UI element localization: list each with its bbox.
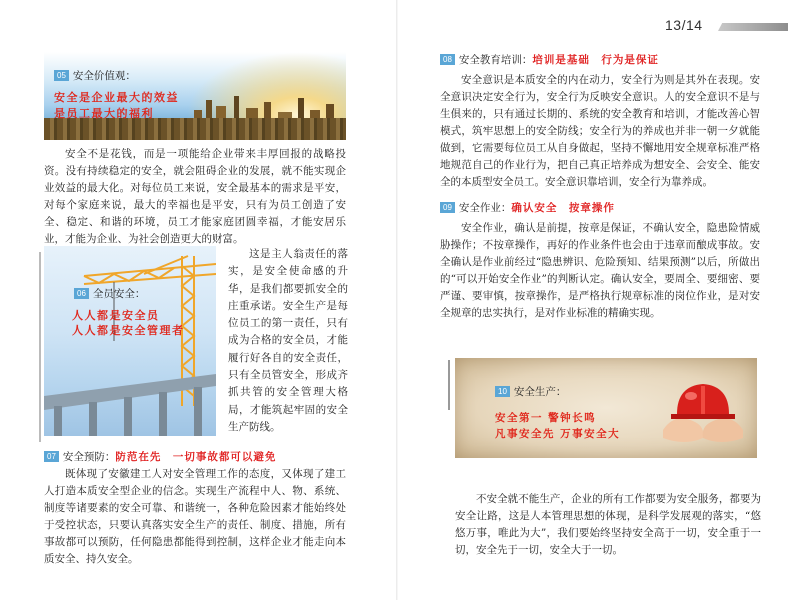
slogan-line: 凡事安全先 万事安全大 bbox=[495, 428, 621, 440]
section-06-banner bbox=[44, 246, 216, 436]
section-06-title-text: 全员安全： bbox=[92, 288, 146, 300]
section-05-banner bbox=[44, 52, 346, 140]
section-05-title bbox=[54, 68, 136, 83]
page-number-bar bbox=[718, 23, 788, 31]
section-07-heading bbox=[44, 449, 276, 464]
slogan-line: 安全是企业最大的效益 bbox=[54, 91, 179, 104]
section-09-heading bbox=[440, 200, 615, 215]
section-09-title: 安全作业： bbox=[458, 202, 512, 214]
slogan-line: 是员工最大的福利 bbox=[54, 107, 154, 120]
helmet-in-hands-illustration bbox=[655, 372, 750, 452]
section-10-slogan bbox=[495, 410, 620, 442]
section-06-side-bar bbox=[39, 252, 41, 442]
crane-bridge-illustration bbox=[44, 246, 216, 436]
slogan-line: 人人都是安全员 bbox=[72, 309, 160, 322]
slogan-line: 安全第一 警钟长鸣 bbox=[495, 412, 597, 424]
section-10-banner bbox=[455, 358, 757, 458]
section-09-tag: 09 bbox=[440, 202, 455, 213]
page-number: 13/14 bbox=[665, 17, 703, 33]
section-06-tag: 06 bbox=[74, 288, 89, 299]
page-gutter bbox=[396, 0, 398, 600]
section-08-tag: 08 bbox=[440, 54, 455, 65]
section-06-paragraph: 这是主人翁责任的落实，是安全使命感的升华，是我们都要抓安全的庄重承诺。安全生产是每位员工的第一责任，只有成为合格的安全员，才能履行好各自的安全责任，只有全员管安全，形成齐抓共管的安全管理大格局，才能筑起牢固的安全生产防线。 bbox=[228, 248, 348, 433]
section-06-slogan bbox=[72, 308, 185, 338]
section-10-side-bar bbox=[448, 360, 450, 410]
section-05-slogan bbox=[54, 90, 179, 122]
section-05-title-text: 安全价值观： bbox=[72, 70, 136, 82]
section-07-motto: 防范在先 一切事故都可以避免 bbox=[115, 451, 277, 463]
section-10-paragraph: 不安全就不能生产，企业的所有工作都要为安全服务，都要为安全让路，这是人本管理思想的体现，是科学发展观的落实，“悠悠万事，唯此为大”，我们要始终坚持安全高于一切，安全重于一切，安全先于一切，安全大于一切。 bbox=[455, 493, 761, 556]
section-08-heading bbox=[440, 52, 659, 67]
section-08-motto: 培训是基础 行为是保证 bbox=[532, 54, 659, 66]
slogan-line: 人人都是安全管理者 bbox=[72, 324, 185, 337]
section-05-paragraph: 安全不是花钱，而是一项能给企业带来丰厚回报的战略投资。没有持续稳定的安全，就会阻碍企业的发展，就不能实现企业效益的最大化。对每位员工来说，安全最基本的需求是平安，对每个家庭来说，最大的幸福也是平安，只有为员工创造了安全、稳定、和谐的环境，员工才能家庭团圆幸福，才能安居乐业，才能为企业、为社会创造更大的财富。 bbox=[44, 148, 346, 245]
section-10-title bbox=[495, 384, 566, 399]
section-07-title: 安全预防： bbox=[62, 451, 116, 463]
section-07-paragraph: 既体现了安徽建工人对安全管理工作的态度，又体现了建工人打造本质安全型企业的信念。实现生产流程中人、物、系统、制度等诸要素的安全可靠、和谐统一，各种危险因素才能始终处于受控状态，只要认真落实安全生产的责任、制度、措施，所有事故都可以预防，任何隐患都能得到控制，这样企业才能走向本质安全、持久安全。 bbox=[44, 468, 346, 565]
section-08-paragraph: 安全意识是本质安全的内在动力，安全行为则是其外在表现。安全意识决定安全行为，安全行为反映安全意识。人的安全意识不是与生俱来的，只有通过长期的、系统的安全教育和培训，才能改善心智模式，筑牢思想上的安全防线；安全行为的养成也并非一朝一夕就能做到，它需要每位员工从自身做起，坚持不懈地用安全规章标准严格地规范自己的作业行为，把自己真正培养成为想安全、会安全、能安全的本质型安全员工。安全意识靠培训，安全行为靠养成。 bbox=[440, 74, 760, 188]
section-10-title-text: 安全生产： bbox=[513, 386, 567, 398]
section-09-motto: 确认安全 按章操作 bbox=[511, 202, 615, 214]
section-07-tag: 07 bbox=[44, 451, 59, 462]
section-05-tag: 05 bbox=[54, 70, 69, 81]
section-09-paragraph: 安全作业，确认是前提，按章是保证，不确认安全，隐患险情威胁操作；不按章操作，再好的作业条件也会由于违章而酿成事故。安全确认是作业前经过“隐患辨识、危险预知、结果预测”以后，所做出的“可以开始安全作业”的判断认定。确认安全，要周全、要细密、要严谨、要审慎，按章操作，是严格执行规章标准的岗位作业，是对安全规章的忠实执行，是对作业标准的精确实现。 bbox=[440, 222, 760, 319]
section-08-title: 安全教育培训： bbox=[458, 54, 533, 66]
section-06-title bbox=[74, 286, 145, 301]
section-10-tag: 10 bbox=[495, 386, 510, 397]
